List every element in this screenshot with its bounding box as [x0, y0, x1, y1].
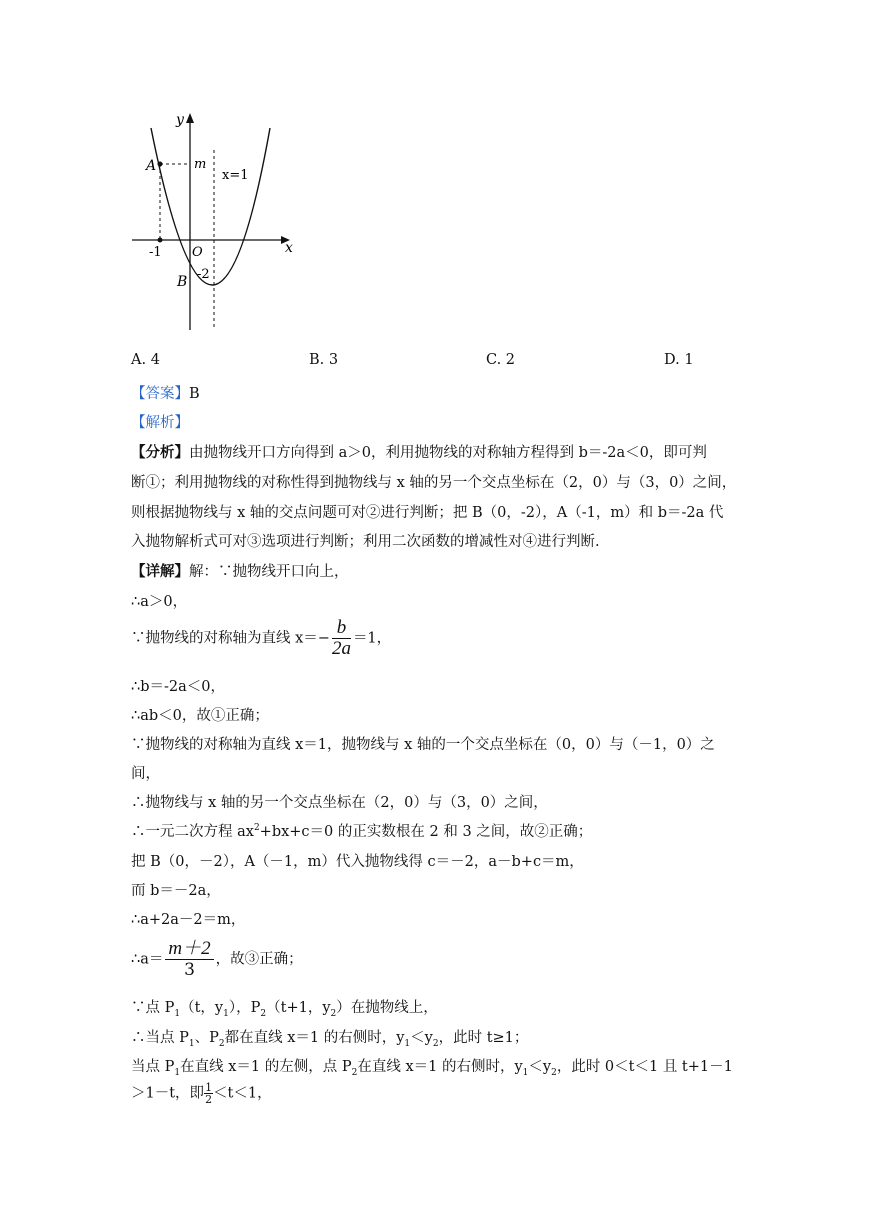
- answer-tag: 【答案】: [131, 386, 189, 402]
- parabola-figure: [128, 108, 303, 338]
- fraction-denominator: 3: [184, 960, 195, 980]
- subscript: 1: [174, 1008, 181, 1019]
- subscript: 1: [522, 1067, 529, 1078]
- point-a-label: A: [146, 158, 157, 174]
- text-part: ∵点 P: [131, 1000, 175, 1016]
- answer-line: [131, 382, 200, 403]
- detail-l3-pre: ∵抛物线的对称轴为直线 x＝−: [131, 630, 330, 647]
- text-part: ）在抛物线上，: [336, 1000, 438, 1016]
- answer-value: B: [189, 386, 200, 402]
- point-b-label: B: [177, 274, 188, 290]
- detail-line-6: ∵抛物线的对称轴为直线 x＝1，抛物线与 x 轴的一个交点坐标在（0，0）与（－1，0）之: [131, 737, 715, 753]
- detail-l3-post: ＝1，: [352, 630, 392, 647]
- detail-line-17: [131, 1082, 272, 1105]
- text-part: （t+1，y: [266, 1000, 331, 1016]
- text-part: 在直线 x＝1 的左侧，点 P: [180, 1059, 352, 1075]
- fraction-one-half: [204, 1082, 213, 1105]
- detail-line-3: [131, 618, 391, 659]
- origin-label: O: [192, 245, 203, 260]
- option-letter: B.: [309, 352, 325, 368]
- x-axis-label: x: [285, 240, 293, 256]
- text-part: ＜y: [410, 1030, 433, 1046]
- fenxi-text-1: 由抛物线开口方向得到 a＞0，利用抛物线的对称轴方程得到 b＝-2a＜0，即可判: [189, 445, 707, 461]
- detail-l13-pre: ∴a＝: [131, 951, 164, 968]
- symmetry-axis-label: x=1: [222, 168, 249, 183]
- text-part: ，此时 0＜t＜1 且 t+1－1: [556, 1059, 733, 1075]
- option-letter: A.: [131, 352, 147, 368]
- m-label: m: [194, 157, 207, 172]
- detail-line-12: ∴a+2a－2＝m，: [131, 912, 246, 928]
- subscript: 2: [432, 1038, 439, 1049]
- fraction-numerator: m＋2: [165, 939, 213, 960]
- option-letter: D.: [664, 352, 680, 368]
- fraction-denominator: 2a: [331, 638, 351, 659]
- subscript: 1: [188, 1038, 195, 1049]
- analysis-line-3: 则根据抛物线与 x 轴的交点问题可对②进行判断；把 B（0，-2），A（-1，m）和 b＝-2a 代: [131, 505, 724, 521]
- neg-one-label: -1: [149, 245, 162, 260]
- analysis-line-2: 断①；利用抛物线的对称性得到抛物线与 x 轴的另一个交点坐标在（2，0）与（3，0）之间，: [131, 475, 737, 491]
- detail-text-1: 解：∵抛物线开口向上，: [189, 564, 349, 580]
- detail-line-15: [131, 1026, 528, 1049]
- option-c: [486, 352, 515, 368]
- analysis-line-1: [131, 441, 707, 462]
- option-value: 3: [328, 352, 339, 368]
- text-part: ＜t＜1，: [213, 1085, 272, 1102]
- fraction-denominator: 2: [205, 1093, 213, 1106]
- option-letter: C.: [486, 352, 502, 368]
- detail-line-5: ∴ab＜0，故①正确；: [131, 708, 269, 724]
- text-part: 、P: [194, 1030, 219, 1046]
- fenxi-tag: 【分析】: [131, 444, 189, 461]
- subscript: 1: [223, 1008, 229, 1019]
- text-part: ，此时 t≥1；: [438, 1030, 529, 1046]
- analysis-line-4: 入抛物解析式可对③选项进行判断；利用二次函数的增减性对④进行判断.: [131, 534, 600, 550]
- fraction-b-over-2a: [332, 618, 351, 659]
- subscript: 2: [330, 1008, 337, 1019]
- detail-line-1: [131, 560, 349, 581]
- analysis-tag: 【解析】: [131, 415, 189, 431]
- detail-line-10: 把 B（0，－2），A（－1，m）代入抛物线得 c＝－2，a－b+c＝m，: [131, 854, 584, 870]
- detail-line-16: [131, 1055, 733, 1078]
- neg-two-label: -2: [197, 267, 210, 282]
- detail-l9-post: +bx+c＝0 的正实数根在 2 和 3 之间，故②正确；: [259, 824, 593, 840]
- text-part: 都在直线 x＝1 的右侧时，y: [224, 1030, 405, 1046]
- detail-line-7: 间，: [131, 766, 160, 782]
- text-part: ∴当点 P: [131, 1030, 189, 1046]
- detail-l9-pre: ∴一元二次方程 ax: [131, 824, 254, 840]
- text-part: 当点 P: [131, 1059, 175, 1075]
- subscript: 2: [551, 1067, 557, 1078]
- detail-line-2: ∴a＞0，: [131, 594, 188, 610]
- detail-l13-post: ，故③正确；: [215, 951, 303, 968]
- detail-tag: 【详解】: [131, 563, 189, 580]
- detail-line-14: [131, 996, 438, 1019]
- subscript: 1: [174, 1067, 181, 1078]
- parabola-curve: [151, 128, 270, 285]
- option-d: [664, 352, 694, 368]
- point-a-dot: [158, 162, 163, 167]
- subscript: 1: [404, 1038, 411, 1049]
- fraction-numerator: b: [332, 618, 351, 639]
- detail-line-8: ∴抛物线与 x 轴的另一个交点坐标在（2，0）与（3，0）之间，: [131, 795, 548, 811]
- option-b: [309, 352, 338, 368]
- exponent: 2: [253, 823, 260, 834]
- y-axis-arrow: [186, 113, 194, 123]
- fraction-m-plus-2-over-3: [165, 939, 213, 980]
- option-value: 4: [150, 352, 160, 368]
- text-part: ），P: [228, 1000, 261, 1016]
- text-part: （t，y: [180, 1000, 224, 1016]
- subscript: 2: [260, 1008, 267, 1019]
- subscript: 2: [351, 1067, 358, 1078]
- text-part: ＞1－t，即: [131, 1085, 205, 1102]
- option-value: 2: [505, 352, 516, 368]
- text-part: ＜y: [528, 1059, 552, 1075]
- text-part: 在直线 x＝1 的右侧时，y: [357, 1059, 523, 1075]
- detail-line-13: [131, 939, 303, 980]
- option-value: 1: [684, 352, 694, 368]
- option-a: [131, 352, 160, 368]
- detail-line-4: ∴b＝-2a＜0，: [131, 679, 226, 695]
- fraction-numerator: 1: [205, 1081, 213, 1094]
- y-axis-label: y: [176, 112, 184, 128]
- detail-line-11: 而 b＝－2a，: [131, 883, 221, 899]
- point-neg-one-dot: [158, 238, 163, 243]
- detail-line-9: [131, 820, 592, 841]
- subscript: 2: [218, 1038, 225, 1049]
